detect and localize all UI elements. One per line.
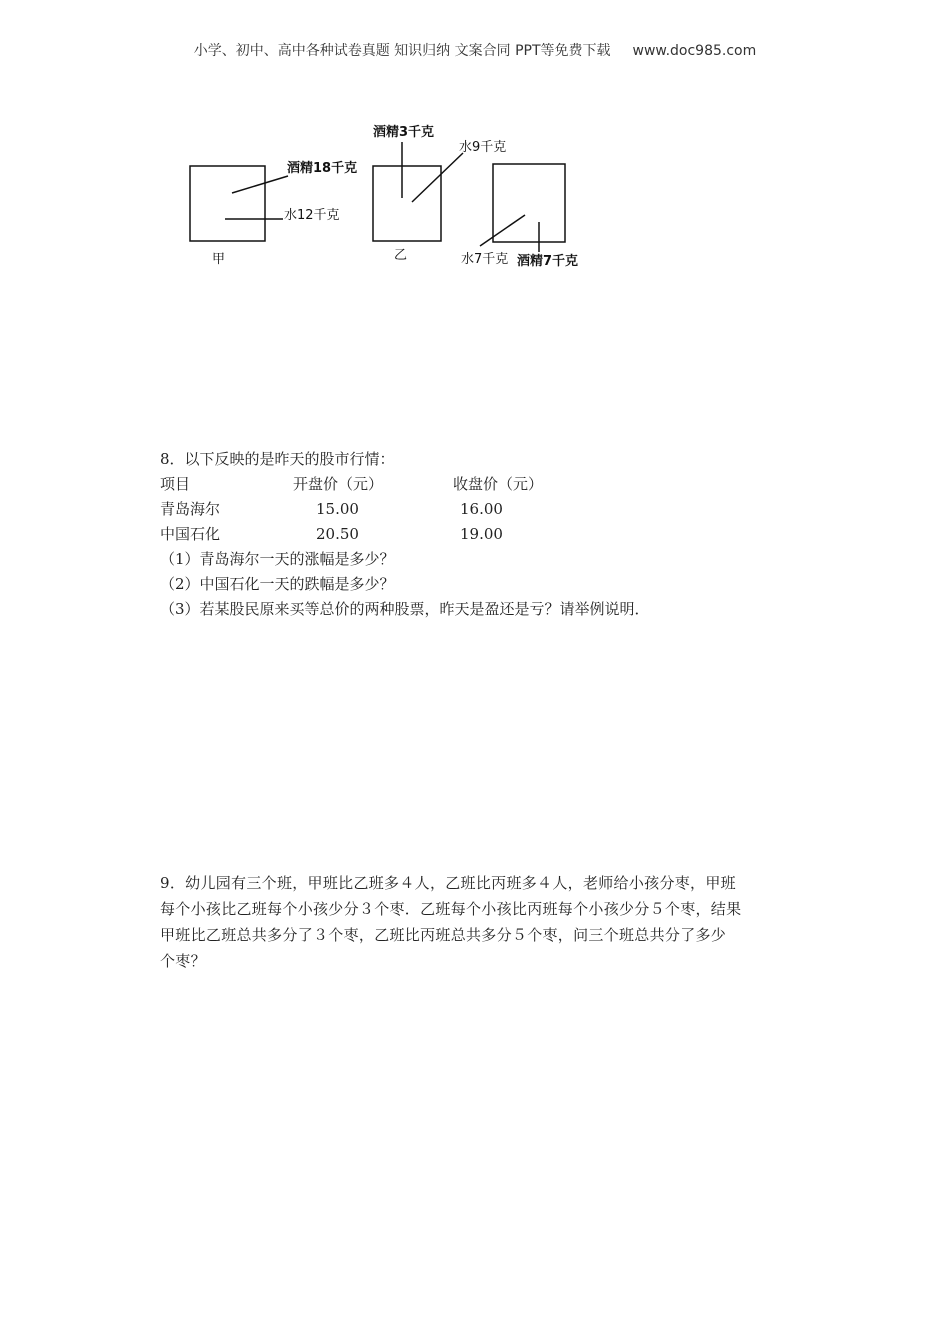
line-yi-water: [412, 153, 463, 202]
header-site: www.doc985.com: [632, 43, 757, 59]
cell-open: 20.50: [316, 525, 359, 543]
q8-sub-3: （3）若某股民原来买等总价的两种股票，昨天是盈还是亏？请举例说明．: [160, 600, 650, 618]
box-yi: [373, 166, 441, 241]
cell-name: 中国石化: [160, 525, 221, 543]
mixture-figure: [180, 118, 600, 278]
label-jia-alcohol: 酒精18千克: [287, 161, 358, 176]
q8-title: 8．以下反映的是昨天的股市行情：: [160, 450, 395, 468]
box-jia: [190, 166, 265, 241]
cell-close: 19.00: [460, 525, 503, 543]
label-yi-alcohol: 酒精3千克: [373, 125, 435, 140]
col-header-open: 开盘价（元）: [293, 475, 384, 493]
line-jia-alcohol: [232, 176, 288, 193]
q8-sub-1: （1）青岛海尔一天的涨幅是多少？: [160, 550, 395, 568]
q9-line: 9．幼儿园有三个班，甲班比乙班多４人，乙班比丙班多４人，老师给小孩分枣，甲班: [160, 874, 736, 892]
header-text: 小学、初中、高中各种试卷真题 知识归纳 文案合同 PPT等免费下载: [193, 43, 611, 59]
question-9: [160, 870, 800, 974]
page-header: [0, 40, 950, 60]
cell-close: 16.00: [460, 500, 503, 518]
label-third-water: 水7千克: [461, 252, 509, 267]
col-header-item: 项目: [160, 475, 191, 493]
label-jia-water: 水12千克: [284, 208, 340, 223]
q9-line: 个枣？: [160, 952, 206, 970]
label-yi: 乙: [394, 248, 408, 263]
q8-sub-2: （2）中国石化一天的跌幅是多少？: [160, 575, 395, 593]
cell-open: 15.00: [316, 500, 359, 518]
label-third-alcohol: 酒精7千克: [517, 254, 579, 269]
label-jia: 甲: [212, 252, 226, 267]
q9-line: 甲班比乙班总共多分了３个枣，乙班比丙班总共多分５个枣，问三个班总共分了多少: [160, 926, 727, 944]
cell-name: 青岛海尔: [160, 500, 221, 518]
label-yi-water: 水9千克: [459, 140, 507, 155]
q9-line: 每个小孩比乙班每个小孩少分３个枣．乙班每个小孩比丙班每个小孩少分５个枣，结果: [160, 900, 742, 918]
col-header-close: 收盘价（元）: [453, 475, 544, 493]
